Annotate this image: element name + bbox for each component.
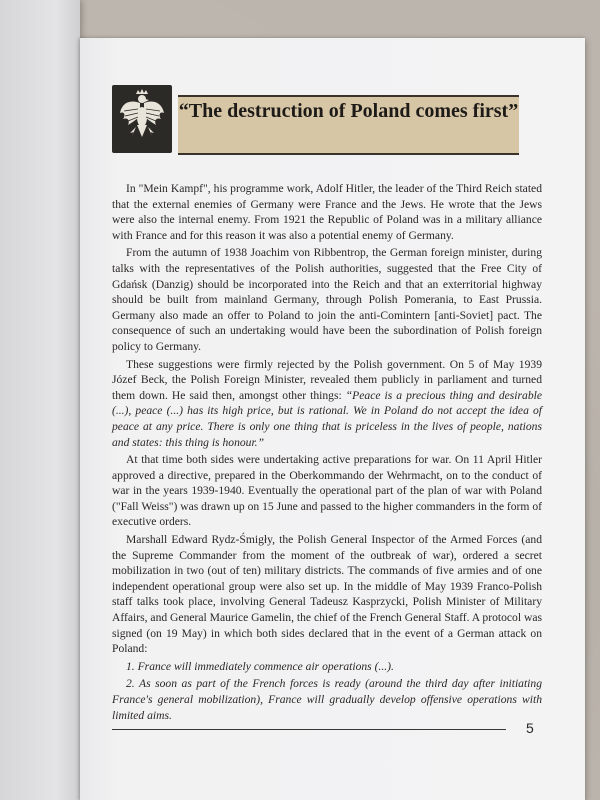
protocol-item: 1. France will immediately commence air operations (...).	[126, 659, 394, 673]
paragraph: In "Mein Kampf", his programme work, Adolf Hitler, the leader of the Third Reich stated that the external enemies of Germany were France and the Jews. He wrote that the Jews were also the internal enemy. From 1921 the Republic of Poland was in a military alliance with France and for this reason it was also a potential enemy of Germany.	[112, 182, 542, 242]
body-text	[112, 181, 542, 725]
paragraph	[112, 357, 542, 451]
beck-quote: “Peace is a precious thing and desirable (...), peace (...) has its high price, but is rational. We in Poland do not accept the idea of peace at any price. There is only one thing that is priceless in the lives of people, nations and states: this thing is honour.”	[112, 388, 542, 449]
page-number: 5	[526, 720, 534, 736]
paragraph: From the autumn of 1938 Joachim von Ribbentrop, the German foreign minister, during talks with the representatives of the Polish authorities, suggested that the Free City of Gdańsk (Danzig) should be incorporated into the Reich and that an exterritorial highway should be built from mainland Germany, through Polish Pomerania, to East Prussia. Germany also made an offer to Poland to join the anti-Comintern [anti-Soviet] pact. The consequence of such an undertaking would have been the subordination of Polish foreign policy to Germany.	[112, 246, 542, 353]
protocol-item: 2. As soon as part of the French forces is ready (around the third day after initiating France's general mobilization), France will gradually develop offensive operations with limited aims.	[112, 677, 542, 722]
paragraph: Marshall Edward Rydz-Śmigły, the Polish General Inspector of the Armed Forces (and the Supreme Commander from the moment of the outbreak of war), ordered a secret mobilization in two (out of ten) military districts. The commands of five armies and of one independent operational group were also set up. In the middle of May 1939 Franco-Polish staff talks took place, involving General Tadeusz Kasprzycki, Polish Minister of Military Affairs, and General Maurice Gamelin, the chief of the French General Staff. A protocol was signed (on 19 May) in which both sides declared that in the event of a German attack on Poland:	[112, 533, 542, 656]
footer-rule	[112, 729, 506, 730]
paragraph: At that time both sides were undertaking active preparations for war. On 11 April Hitler approved a directive, prepared in the Oberkommando der Wehrmacht, on to the conduct of war in the years 1939-1940. Eventually the operational part of the plan of war with Poland ("Fall Weiss") was drawn up on 15 June and passed to the higher commanders in the form of executive orders.	[112, 453, 542, 529]
chapter-title: “The destruction of Poland comes first”	[178, 100, 519, 122]
chapter-title-banner	[178, 95, 519, 155]
polish-eagle-emblem-icon	[112, 85, 172, 153]
paragraph-lead: These suggestions were firmly rejected by the Polish government. On 5 of May 1939 Józef Beck, the Polish Foreign Minister, revealed them publicly in parliament and turned them down. He said then, amongst other things:	[112, 357, 542, 402]
facing-page-edge	[0, 0, 80, 800]
